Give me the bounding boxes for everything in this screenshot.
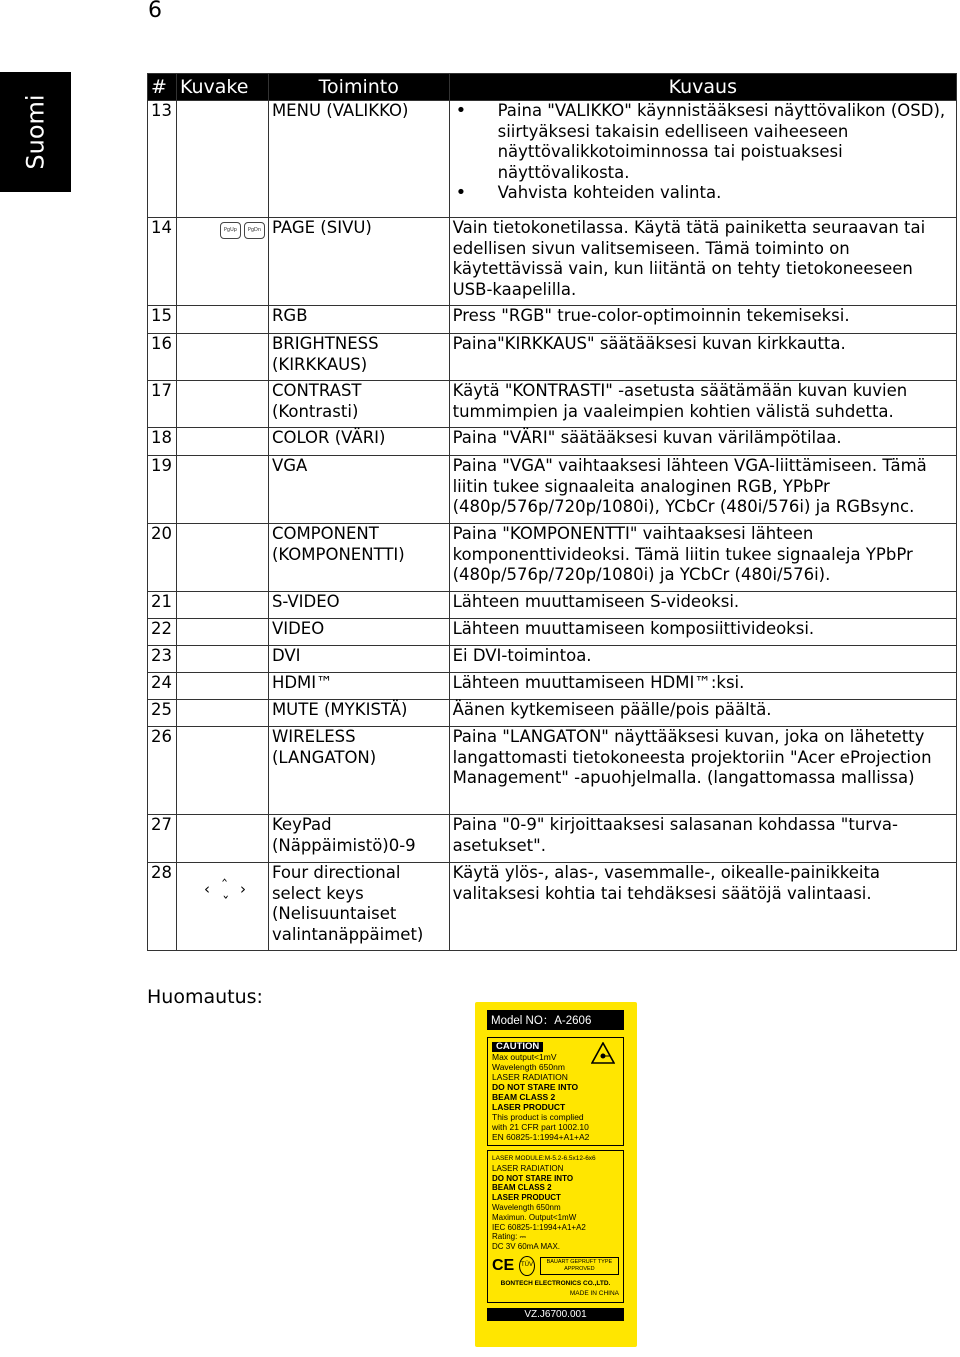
module-line: Maximun. Output<1mW — [492, 1212, 577, 1222]
caution-line: EN 60825-1:1994+A1+A2 — [492, 1132, 590, 1142]
row-icon — [176, 381, 268, 428]
arrow-left-icon: ‹ — [203, 880, 210, 898]
table-row — [148, 815, 957, 863]
row-description: Paina"KIRKKAUS" säätääksesi kuvan kirkkautta. — [449, 334, 956, 381]
dc-symbol-icon: ⎓ — [519, 1232, 526, 1242]
row-description: Ei DVI-toimintoa. — [449, 646, 956, 673]
page-keys-icon — [220, 222, 265, 239]
row-icon — [176, 863, 268, 951]
pgdn-icon: PgDn — [244, 222, 265, 239]
row-number: 18 — [148, 428, 177, 456]
row-function: VIDEO — [268, 619, 449, 646]
caution-line: Max output<1mV — [492, 1052, 557, 1062]
row-function: VGA — [268, 456, 449, 524]
row-number: 16 — [148, 334, 177, 381]
row-function: CONTRAST (Kontrasti) — [268, 381, 449, 428]
row-icon — [176, 673, 268, 700]
row-number: 13 — [148, 101, 177, 218]
row-description: Paina "0-9" kirjoittaaksesi salasanan kohdassa "turva-asetukset". — [449, 815, 956, 863]
bauart-mark: BAUART GEPRUFT TYPE APPROVED — [540, 1257, 619, 1275]
header-icon: Kuvake — [176, 74, 268, 101]
row-number: 17 — [148, 381, 177, 428]
table-row — [148, 101, 957, 218]
caution-badge: CAUTION — [492, 1042, 543, 1052]
row-icon — [176, 619, 268, 646]
row-function: HDMI™ — [268, 673, 449, 700]
table-header-row — [148, 74, 957, 101]
caution-line: This product is complied — [492, 1112, 584, 1122]
row-function: BRIGHTNESS (KIRKKAUS) — [268, 334, 449, 381]
row-function: PAGE (SIVU) — [268, 218, 449, 306]
module-line: BEAM CLASS 2 — [492, 1183, 552, 1193]
row-description: Paina "VGA" vaihtaaksesi lähteen VGA-liittämiseen. Tämä liitin tukee signaaleita analoginen RGB, YPbPr (480p/576p/720p/1080i), YCbCr (480i/576i) ja RGBsync. — [449, 456, 956, 524]
row-description: Lähteen muuttamiseen HDMI™:ksi. — [449, 673, 956, 700]
table-row — [148, 524, 957, 592]
caution-line: LASER RADIATION — [492, 1072, 568, 1082]
pgup-icon: PgUp — [220, 222, 241, 239]
row-icon — [176, 700, 268, 727]
row-number: 19 — [148, 456, 177, 524]
row-number: 26 — [148, 727, 177, 815]
arrow-down-icon: ˇ — [221, 894, 230, 912]
row-description: Käytä ylös-, alas-, vasemmalle-, oikealle-painikkeita valitaksesi kohtia tai tehdäksesi säätöjä valintaasi. — [449, 863, 956, 951]
table-row — [148, 863, 957, 951]
language-tab — [0, 72, 71, 192]
header-function: Toiminto — [268, 74, 449, 101]
row-icon — [176, 456, 268, 524]
model-number: Model NO：A-2606 — [487, 1010, 624, 1030]
bullet-item: • Paina "VALIKKO" käynnistääksesi näyttövalikon (OSD), siirtyäksesi takaisin edelliseen vaiheeseen näyttövalikkotoiminnossa tai poistuaksesi näyttövalikosta. — [498, 101, 953, 183]
function-table — [147, 73, 957, 951]
row-number: 27 — [148, 815, 177, 863]
manufacturer: BONTECH ELECTRONICS CO.,LTD. — [500, 1279, 611, 1287]
ce-mark-icon: CE — [492, 1257, 515, 1275]
header-num: # — [148, 74, 177, 101]
row-number: 15 — [148, 306, 177, 334]
caution-box — [487, 1037, 624, 1146]
row-description: Äänen kytkemiseen päälle/pois päältä. — [449, 700, 956, 727]
row-icon — [176, 428, 268, 456]
row-icon — [176, 815, 268, 863]
laser-caution-label — [475, 1002, 637, 1347]
module-line: LASER MODULE:M-5.2-6.5x12-6x6 — [492, 1155, 596, 1162]
module-line: LASER PRODUCT — [492, 1193, 561, 1203]
row-function: MUTE (MYKISTÄ) — [268, 700, 449, 727]
table-row — [148, 381, 957, 428]
row-description: Lähteen muuttamiseen S-videoksi. — [449, 592, 956, 619]
made-in: MADE IN CHINA — [569, 1289, 619, 1297]
certification-row — [492, 1256, 619, 1276]
page-number: 6 — [148, 0, 162, 23]
row-icon — [176, 592, 268, 619]
row-icon — [176, 646, 268, 673]
module-line: IEC 60825-1:1994+A1+A2 — [492, 1222, 586, 1232]
caution-line: LASER PRODUCT — [492, 1102, 566, 1112]
laser-warning-icon — [591, 1042, 615, 1064]
row-function: KeyPad (Näppäimistö)0-9 — [268, 815, 449, 863]
tuv-mark-icon: TÜV — [519, 1256, 535, 1276]
table-row — [148, 673, 957, 700]
table-row — [148, 646, 957, 673]
table-row — [148, 619, 957, 646]
table-row — [148, 592, 957, 619]
row-number: 24 — [148, 673, 177, 700]
header-description: Kuvaus — [449, 74, 956, 101]
row-description: Paina "KOMPONENTTI" vaihtaaksesi lähteen komponenttivideoksi. Tämä liitin tukee signaaleja YPbPr (480p/576p/720p/1080i) ja YCbCr (480i/576i). — [449, 524, 956, 592]
language-tab-label: Suomi — [21, 94, 50, 170]
arrow-up-icon: ‸ — [221, 864, 228, 882]
bullet-item: • Vahvista kohteiden valinta. — [498, 183, 953, 204]
row-description: Press "RGB" true-color-optimoinnin tekemiseksi. — [449, 306, 956, 334]
row-function: COLOR (VÄRI) — [268, 428, 449, 456]
module-line — [492, 1232, 619, 1242]
table-row — [148, 334, 957, 381]
row-function: RGB — [268, 306, 449, 334]
module-box — [487, 1150, 624, 1303]
row-number: 14 — [148, 218, 177, 306]
row-description — [449, 101, 956, 218]
row-number: 23 — [148, 646, 177, 673]
module-line: Wavelength 650nm — [492, 1202, 561, 1212]
caution-line: Wavelength 650nm — [492, 1062, 565, 1072]
row-icon — [176, 334, 268, 381]
arrow-right-icon: › — [239, 880, 246, 898]
row-number: 25 — [148, 700, 177, 727]
row-description: Lähteen muuttamiseen komposiittivideoksi. — [449, 619, 956, 646]
table-row — [148, 727, 957, 815]
row-number: 22 — [148, 619, 177, 646]
row-description: Käytä "KONTRASTI" -asetusta säätämään kuvan kuvien tummimpien ja vaaleimpien kohtien välistä suhdetta. — [449, 381, 956, 428]
row-function: WIRELESS (LANGATON) — [268, 727, 449, 815]
row-function: DVI — [268, 646, 449, 673]
caution-line: with 21 CFR part 1002.10 — [492, 1122, 589, 1132]
row-description: Vain tietokonetilassa. Käytä tätä painiketta seuraavan tai edellisen sivun valitsemiseen. Tämä toiminto on käytettävissä vain, kun liitäntä on tehty tietokoneeseen USB-kaapelilla. — [449, 218, 956, 306]
row-description: Paina "VÄRI" säätääksesi kuvan värilämpötilaa. — [449, 428, 956, 456]
table-row — [148, 428, 957, 456]
row-number: 28 — [148, 863, 177, 951]
module-line: LASER RADIATION — [492, 1163, 564, 1173]
row-function: COMPONENT (KOMPONENTTI) — [268, 524, 449, 592]
row-function: S-VIDEO — [268, 592, 449, 619]
note-label: Huomautus: — [147, 986, 263, 1008]
row-icon — [176, 306, 268, 334]
rating-label: Rating: — [492, 1232, 518, 1242]
row-icon — [176, 524, 268, 592]
label-code: VZ.J6700.001 — [487, 1308, 624, 1321]
table-row — [148, 218, 957, 306]
row-icon — [176, 218, 268, 306]
module-line: DO NOT STARE INTO — [492, 1173, 574, 1183]
table-row — [148, 700, 957, 727]
row-icon — [176, 727, 268, 815]
direction-keys-icon — [202, 863, 262, 925]
row-function: Four directional select keys (Nelisuuntaiset valintanäppäimet) — [268, 863, 449, 951]
caution-line: BEAM CLASS 2 — [492, 1092, 556, 1102]
row-function: MENU (VALIKKO) — [268, 101, 449, 218]
row-number: 21 — [148, 592, 177, 619]
row-description: Paina "LANGATON" näyttääksesi kuvan, joka on lähetetty langattomasti tietokoneesta projektoriin "Acer eProjection Management" -apuohjelmalla. (langattomassa mallissa) — [449, 727, 956, 815]
row-icon — [176, 101, 268, 218]
table-row — [148, 456, 957, 524]
caution-line: DO NOT STARE INTO — [492, 1082, 579, 1092]
row-number: 20 — [148, 524, 177, 592]
module-line: DC 3V 60mA MAX. — [492, 1242, 561, 1252]
table-row — [148, 306, 957, 334]
